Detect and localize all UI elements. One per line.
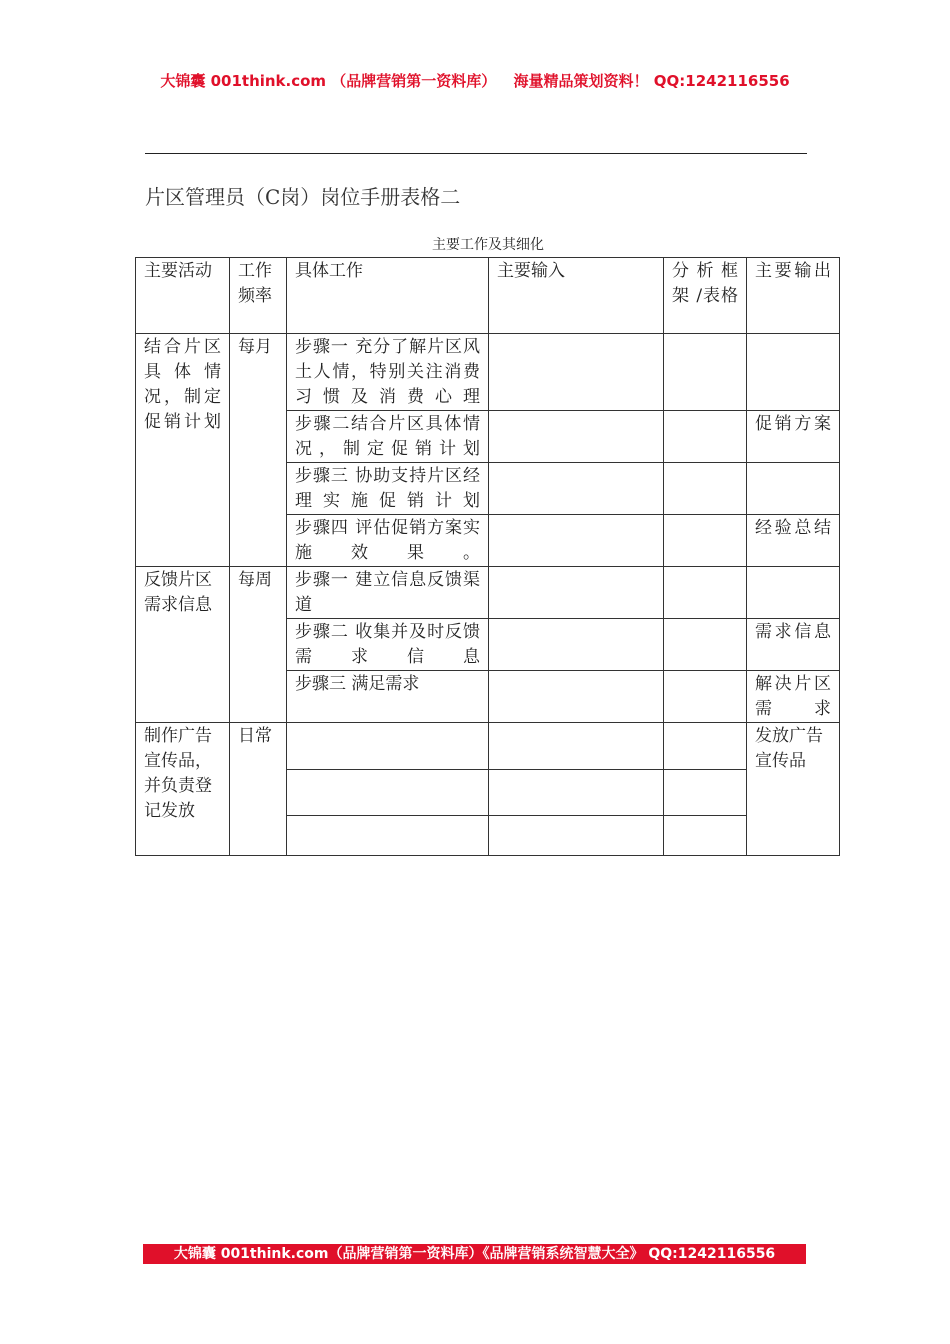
activity-cell: 结合片区具体情况，制定促销计划 [136,334,230,567]
framework-cell [664,334,747,411]
table-row [136,567,840,619]
header-framework: 分析框架 /表格 [664,258,747,334]
table-header-row [136,258,840,334]
header-output: 主要输出 [747,258,840,334]
framework-cell [664,619,747,671]
frequency-cell: 每周 [230,567,287,723]
input-cell [489,671,664,723]
header-banner [0,70,950,91]
task-cell [287,816,489,856]
framework-cell [664,770,747,816]
input-cell [489,411,664,463]
framework-cell [664,515,747,567]
output-cell [747,463,840,515]
footer-banner: 大锦囊 001think.com（品牌营销第一资料库）《品牌营销系统智慧大全》 QQ:1242116556 [143,1244,806,1264]
framework-cell [664,816,747,856]
table-row [136,334,840,411]
frequency-cell: 每月 [230,334,287,567]
input-cell [489,515,664,567]
framework-cell [664,671,747,723]
input-cell [489,816,664,856]
activity-cell: 制作广告宣传品，并负责登记发放 [136,723,230,856]
task-cell: 步骤三 满足需求 [287,671,489,723]
header-frequency: 工作频率 [230,258,287,334]
table-row [136,723,840,770]
framework-cell [664,567,747,619]
frequency-cell: 日常 [230,723,287,856]
input-cell [489,567,664,619]
table-caption: 主要工作及其细化 [432,237,544,253]
output-cell: 需求信息 [747,619,840,671]
task-cell [287,723,489,770]
framework-cell [664,463,747,515]
activity-cell: 反馈片区需求信息 [136,567,230,723]
input-cell [489,334,664,411]
header-task: 具体工作 [287,258,489,334]
input-cell [489,723,664,770]
input-cell [489,619,664,671]
task-cell: 步骤三 协助支持片区经理实施促销计划 [287,463,489,515]
work-breakdown-table [135,257,840,856]
framework-cell [664,723,747,770]
header-divider [145,153,807,154]
header-activity: 主要活动 [136,258,230,334]
output-cell [747,334,840,411]
task-cell: 步骤一 充分了解片区风土人情，特别关注消费习惯及消费心理 [287,334,489,411]
document-title: 片区管理员（C岗）岗位手册表格二 [145,185,461,209]
output-cell [747,567,840,619]
header-input: 主要输入 [489,258,664,334]
task-cell: 步骤二 收集并及时反馈需求信息 [287,619,489,671]
output-cell: 促销方案 [747,411,840,463]
task-cell: 步骤四 评估促销方案实施效果。 [287,515,489,567]
task-cell: 步骤二结合片区具体情况，制定促销计划 [287,411,489,463]
output-cell: 发放广告宣传品 [747,723,840,856]
header-slogan: 海量精品策划资料！ QQ:1242116556 [513,72,790,90]
task-cell: 步骤一 建立信息反馈渠道 [287,567,489,619]
output-cell: 解决片区需求 [747,671,840,723]
framework-cell [664,411,747,463]
task-cell [287,770,489,816]
input-cell [489,770,664,816]
input-cell [489,463,664,515]
output-cell: 经验总结 [747,515,840,567]
header-brand: 大锦囊 001think.com （品牌营销第一资料库） [160,72,497,90]
